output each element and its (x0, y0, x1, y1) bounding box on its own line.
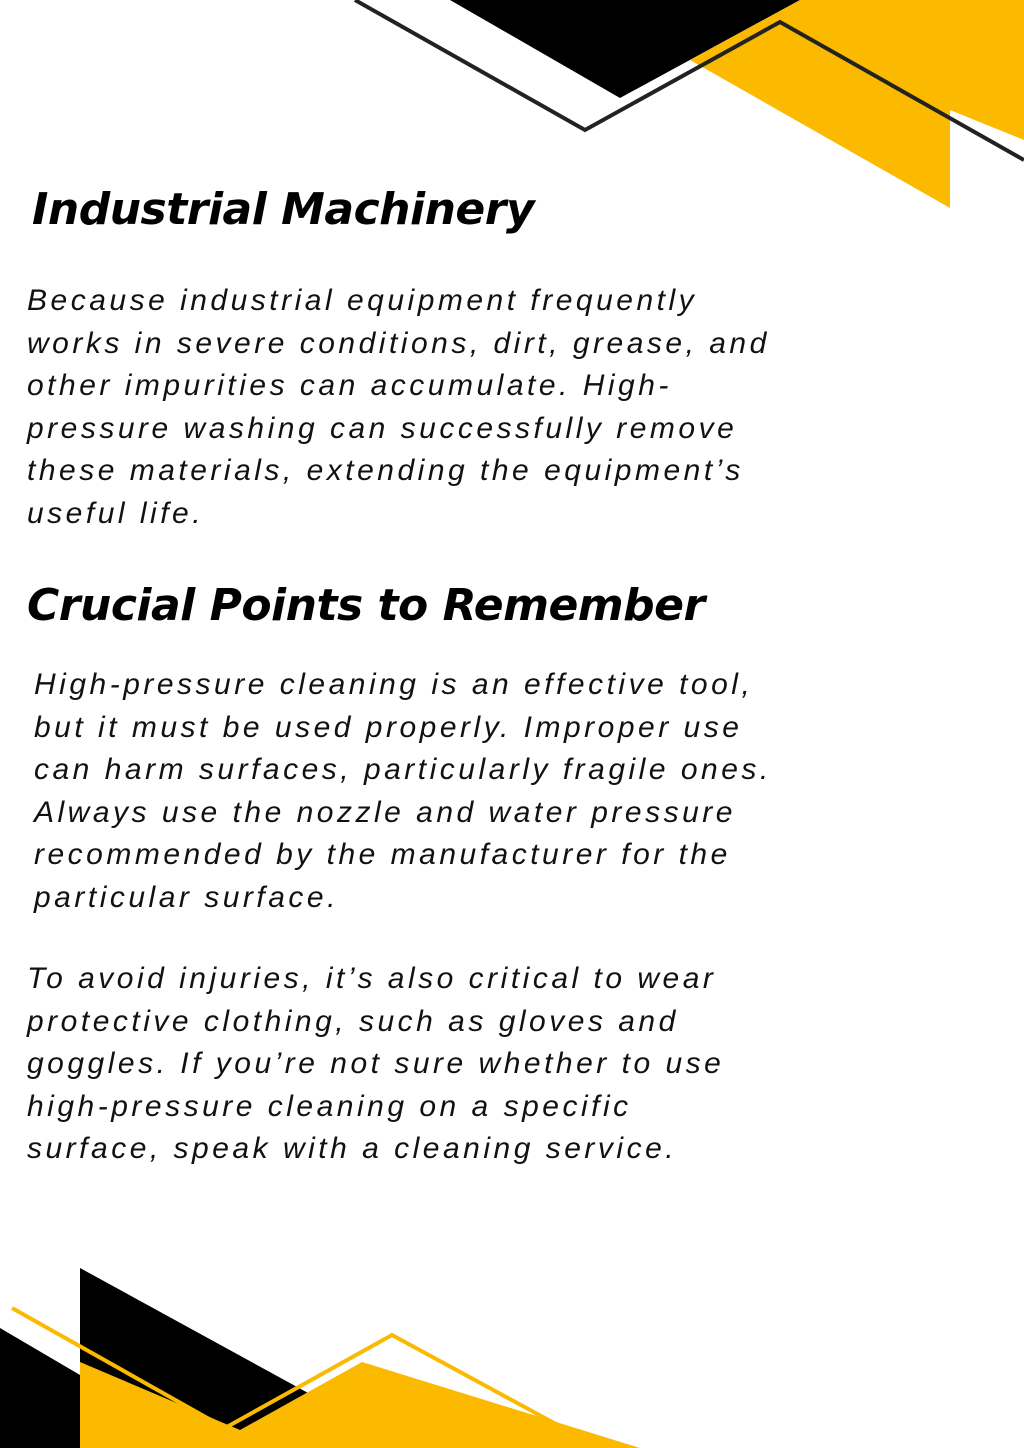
bottom-zigzag-line (12, 1308, 600, 1448)
top-black-triangle (450, 0, 800, 98)
crucial-points-paragraph-2: To avoid injuries, it’s also critical to wear protective clothing, such as gloves and goggles. If you’re not sure whether to use high-pressure cleaning on a specific surface, speak with a cleaning service. (27, 962, 725, 1166)
section-heading-crucial-points: Crucial Points to Remember (27, 580, 705, 631)
section-heading-industrial-machinery: Industrial Machinery (32, 184, 535, 235)
bottom-yellow-shape (80, 1362, 640, 1448)
bottom-left-black-shape (0, 1328, 80, 1448)
top-yellow-shape (690, 0, 950, 208)
crucial-points-paragraph-1: High-pressure cleaning is an effective tool, but it must be used properly. Improper use can harm surfaces, particularly fragile ones. Always use the nozzle and water pressure recommended by the manufacturer for the particular surface. (34, 668, 772, 914)
industrial-machinery-paragraph: Because industrial equipment frequently works in severe conditions, dirt, grease, and other impurities can accumulate. High- pressure washing can successfully remove these materials, extending the equipment’s useful life. (27, 284, 770, 530)
bottom-black-triangle (80, 1268, 330, 1448)
top-zigzag-line (355, 0, 1024, 160)
top-right-yellow-column (950, 0, 1024, 140)
